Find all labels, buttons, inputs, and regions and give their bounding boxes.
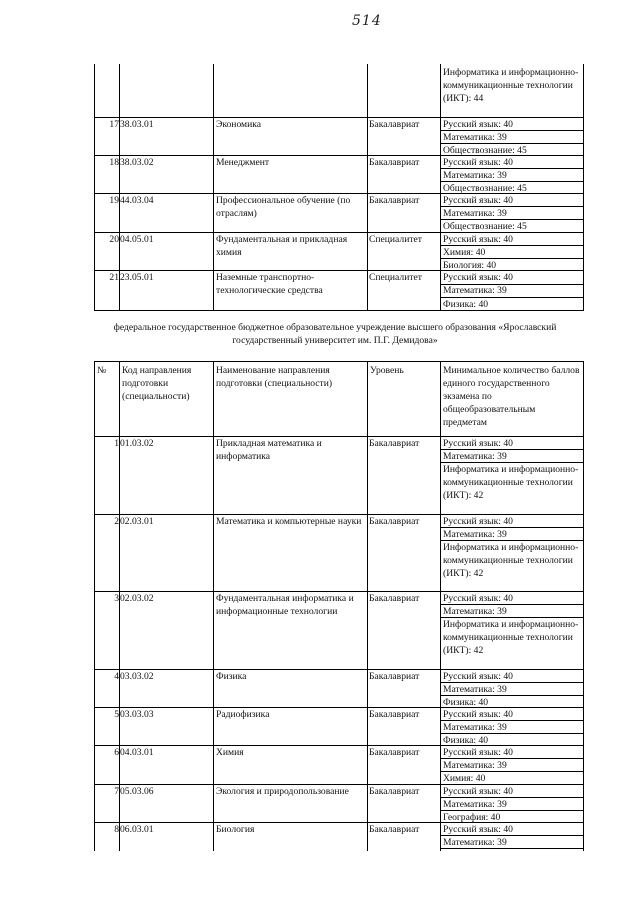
program-code: 03.03.03	[120, 709, 154, 720]
exam-cell: Русский язык: 40	[443, 786, 513, 797]
row-number: 6	[114, 747, 119, 758]
exam-cell: Химия: 40	[443, 773, 486, 784]
exam-cell: Математика: 39	[443, 760, 507, 771]
program-name: Прикладная математика и информатика	[216, 438, 322, 462]
exam-cell: Физика: 40	[443, 735, 489, 746]
program-code: 38.03.01	[120, 119, 154, 130]
exam-cell: Математика: 39	[443, 132, 507, 143]
exam-cell: Русский язык: 40	[443, 438, 513, 449]
exam-cell: Обществознание: 45	[443, 221, 527, 232]
table-border-top	[94, 361, 584, 362]
program-name: Экономика	[216, 119, 262, 130]
exam-cell: Физика: 40	[443, 299, 489, 310]
exam-cell: Математика: 39	[443, 606, 507, 617]
exam-cell: Математика: 39	[443, 799, 507, 810]
row-number: 20	[109, 234, 119, 245]
program-code: 06.03.01	[120, 824, 154, 835]
exam-cell: Информатика и информационно-коммуникационные технологии (ИКТ): 42	[443, 542, 579, 579]
exam-cell: Русский язык: 40	[443, 516, 513, 527]
program-level: Бакалавриат	[369, 195, 420, 206]
program-name: Фундаментальная информатика и информационные технологии	[216, 593, 354, 617]
row-number: 7	[114, 786, 119, 797]
exam-cell: Информатика и информационно-коммуникационные технологии (ИКТ): 42	[443, 464, 579, 501]
program-code: 02.03.01	[120, 516, 154, 527]
header-name: Наименование направления подготовки (специальности)	[216, 365, 333, 389]
row-number: 5	[114, 709, 119, 720]
program-level: Бакалавриат	[369, 824, 420, 835]
exam-cell: Русский язык: 40	[443, 119, 513, 130]
row-number: 8	[114, 824, 119, 835]
program-level: Бакалавриат	[369, 671, 420, 682]
exam-cell: Математика: 39	[443, 722, 507, 733]
program-code: 02.03.02	[120, 593, 154, 604]
exam-cell: Обществознание: 45	[443, 145, 527, 156]
exam-cell: Математика: 39	[443, 684, 507, 695]
program-level: Бакалавриат	[369, 593, 420, 604]
exam-cell: Русский язык: 40	[443, 824, 513, 835]
exam-cell: Математика: 39	[443, 837, 507, 848]
institution-heading: федеральное государственное бюджетное образовательное учреждение высшего образования «Ярославский государственный университет им. П.Г. Демидова»	[113, 322, 557, 346]
exam-cell: Математика: 39	[443, 451, 507, 462]
program-name: Экология и природопользование	[216, 786, 349, 797]
program-code: 01.03.02	[120, 438, 154, 449]
row-number: 17	[109, 119, 119, 130]
program-code: 38.03.02	[120, 157, 154, 168]
program-name: Математика и компьютерные науки	[216, 516, 362, 527]
exam-cell: Русский язык: 40	[443, 747, 513, 758]
page-number: 514	[352, 13, 382, 29]
exam-cell: Информатика и информационно-коммуникационные технологии (ИКТ): 44	[443, 67, 579, 104]
program-level: Специалитет	[369, 234, 422, 245]
program-code: 05.03.06	[120, 786, 154, 797]
program-name: Наземные транспортно-технологические средства	[216, 272, 323, 296]
exam-cell: Математика: 39	[443, 285, 507, 296]
exam-cell: Обществознание: 45	[443, 183, 527, 194]
header-code: Код направления подготовки (специальности)	[122, 365, 192, 402]
exam-cell: Русский язык: 40	[443, 195, 513, 206]
program-level: Бакалавриат	[369, 747, 420, 758]
row-number: 18	[109, 157, 119, 168]
program-level: Бакалавриат	[369, 119, 420, 130]
program-level: Бакалавриат	[369, 516, 420, 527]
column-divider	[213, 64, 214, 311]
column-divider	[367, 361, 368, 851]
header-number: №	[97, 365, 107, 376]
program-name: Менеджмент	[216, 157, 270, 168]
row-number: 19	[109, 195, 119, 206]
program-name: Физика	[216, 671, 247, 682]
row-number: 21	[109, 272, 119, 283]
exam-cell: Химия: 40	[443, 247, 486, 258]
exam-cell: Математика: 39	[443, 208, 507, 219]
exam-cell: Информатика и информационно-коммуникационные технологии (ИКТ): 42	[443, 619, 579, 656]
column-divider	[213, 361, 214, 851]
table-border-right	[583, 64, 584, 311]
row-number: 1	[114, 438, 119, 449]
program-code: 23.05.01	[120, 272, 154, 283]
column-divider	[440, 64, 441, 311]
exam-cell: Математика: 39	[443, 170, 507, 181]
exam-cell: Русский язык: 40	[443, 593, 513, 604]
exam-cell: Русский язык: 40	[443, 671, 513, 682]
table-border-bottom	[94, 310, 584, 311]
program-level: Специалитет	[369, 272, 422, 283]
row-number: 2	[114, 516, 119, 527]
program-level: Бакалавриат	[369, 157, 420, 168]
exam-cell: География: 40	[443, 812, 501, 823]
program-level: Бакалавриат	[369, 709, 420, 720]
program-code: 04.03.01	[120, 747, 154, 758]
exam-cell: Русский язык: 40	[443, 157, 513, 168]
program-name: Химия	[216, 747, 244, 758]
exam-cell: Русский язык: 40	[443, 272, 513, 283]
row-number: 3	[114, 593, 119, 604]
header-level: Уровень	[370, 365, 404, 376]
program-name: Фундаментальная и прикладная химия	[216, 234, 348, 258]
column-divider	[367, 64, 368, 311]
exam-cell: Биология: 40	[443, 260, 497, 271]
program-code: 44.03.04	[120, 195, 154, 206]
exam-cell: Русский язык: 40	[443, 709, 513, 720]
program-level: Бакалавриат	[369, 786, 420, 797]
header-exams: Минимальное количество баллов единого государственного экзамена по общеобразовательным предметам	[443, 365, 580, 428]
table-border-right	[583, 361, 584, 851]
exam-cell: Физика: 40	[443, 697, 489, 708]
column-divider	[440, 361, 441, 851]
program-code: 04.05.01	[120, 234, 154, 245]
exam-cell: Русский язык: 40	[443, 234, 513, 245]
program-level: Бакалавриат	[369, 438, 420, 449]
program-name: Радиофизика	[216, 709, 270, 720]
table-border-left	[94, 361, 95, 851]
program-name: Профессиональное обучение (по отраслям)	[216, 195, 351, 219]
program-code: 03.03.02	[120, 671, 154, 682]
column-divider	[119, 361, 120, 851]
exam-cell: Математика: 39	[443, 529, 507, 540]
row-number: 4	[114, 671, 119, 682]
program-name: Биология	[216, 824, 255, 835]
